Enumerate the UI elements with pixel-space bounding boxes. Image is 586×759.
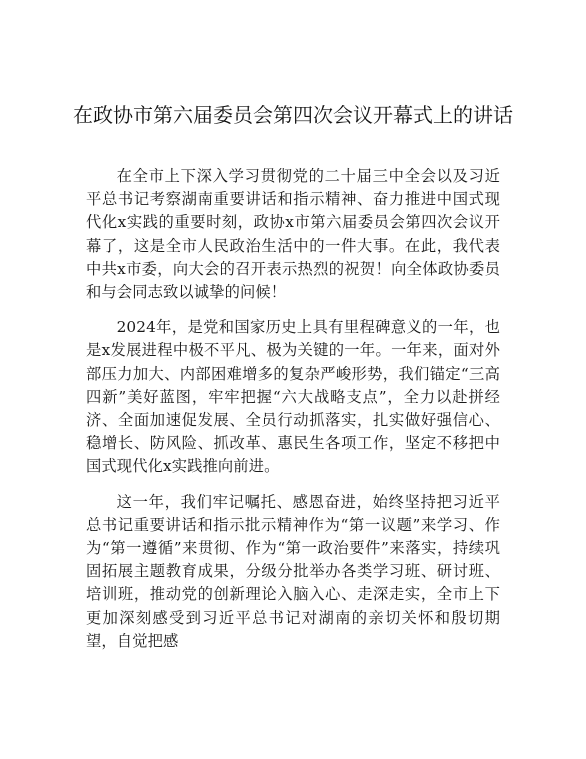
document-title: 在政协市第六届委员会第四次会议开幕式上的讲话 <box>73 103 513 127</box>
paragraph-3: 这一年，我们牢记嘱托、感恩奋进，始终坚持把习近平总书记重要讲话和指示批示精神作为“第一议题”来学习、作为“第一遵循”来贯彻、作为“第一政治要件”来落实，持续巩固拓展主题教育成果，分级分批举办各类学习班、研讨班、培训班，推动党的创新理论入脑入心、走深走实，全市上下更加深刻感受到习近平总书记对湖南的亲切关怀和殷切期望，自觉把感 <box>86 492 500 650</box>
paragraph-1: 在全市上下深入学习贯彻党的二十届三中全会以及习近平总书记考察湖南重要讲话和指示精神、奋力推进中国式现代化x实践的重要时刻，政协x市第六届委员会第四次会议开幕了，这是全市人民政治生活中的一件大事。在此，我代表中共x市委，向大会的召开表示热烈的祝贺！向全体政协委员和与会同志致以诚挚的问候！ <box>86 167 500 302</box>
document-body <box>86 165 500 665</box>
paragraph-2: 2024年，是党和国家历史上具有里程碑意义的一年，也是x发展进程中极不平凡、极为关键的一年。一年来，面对外部压力加大、内部困难增多的复杂严峻形势，我们锚定“三高四新”美好蓝图，牢牢把握“六大战略支点”，全力以赴拼经济、全面加速促发展、全员行动抓落实，扎实做好强信心、稳增长、防风险、抓改革、惠民生各项工作，坚定不移把中国式现代化x实践推向前进。 <box>86 318 500 476</box>
